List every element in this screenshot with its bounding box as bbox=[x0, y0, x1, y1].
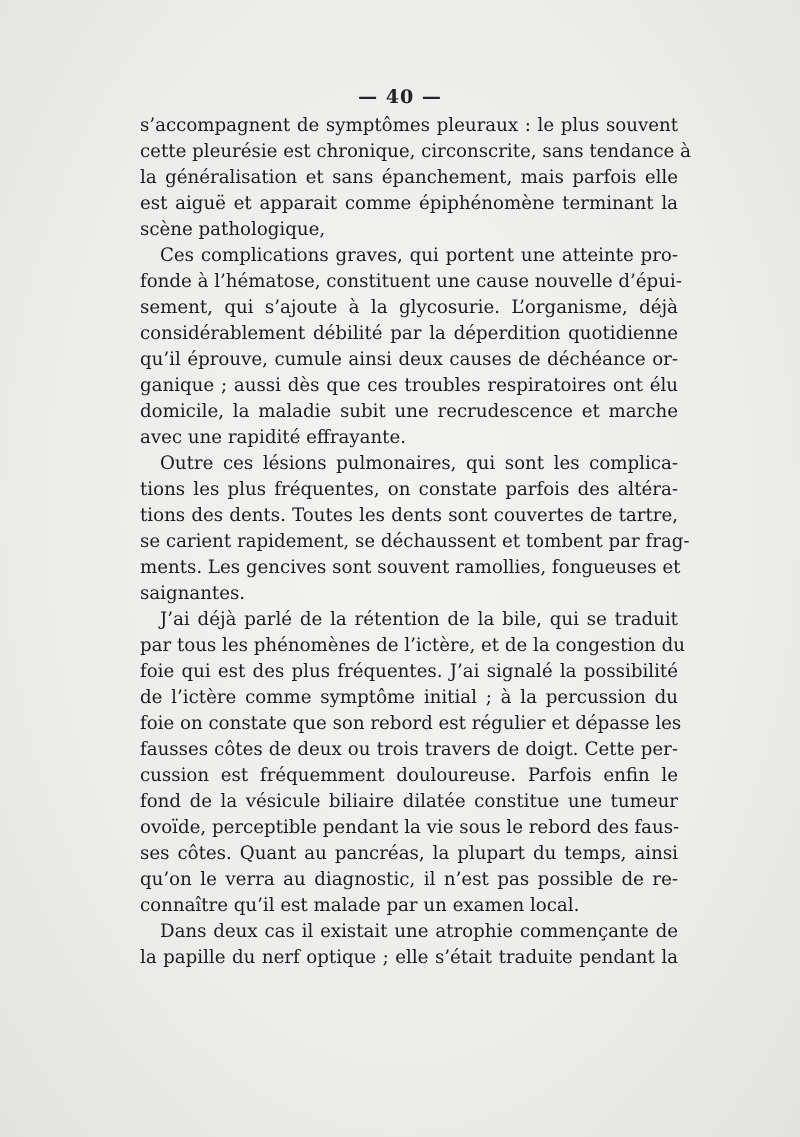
text-line: domicile, la maladie subit une recrudescence et marche bbox=[140, 401, 678, 422]
text-line: sement, qui s’ajoute à la glycosurie. L’organisme, déjà bbox=[140, 297, 678, 318]
text-line: s’accompagnent de symptômes pleuraux : le plus souvent bbox=[140, 115, 678, 136]
text-line: ovoïde, perceptible pendant la vie sous le rebord des faus- bbox=[140, 817, 680, 838]
text-line: tions des dents. Toutes les dents sont couvertes de tartre, bbox=[140, 505, 678, 526]
text-line: ments. Les gencives sont souvent ramollies, fongueuses et bbox=[140, 557, 681, 578]
text-line: la papille du nerf optique ; elle s’était traduite pendant la bbox=[140, 947, 678, 968]
text-line: J’ai déjà parlé de la rétention de la bile, qui se traduit bbox=[160, 609, 678, 630]
text-line: de l’ictère comme symptôme initial ; à la percussion du bbox=[140, 687, 678, 708]
text-line: tions les plus fréquentes, on constate parfois des altéra- bbox=[140, 479, 678, 500]
text-line: Dans deux cas il existait une atrophie commençante de bbox=[160, 921, 678, 942]
text-line: ses côtes. Quant au pancréas, la plupart du temps, ainsi bbox=[140, 843, 678, 864]
text-line: la généralisation et sans épanchement, mais parfois elle bbox=[140, 167, 678, 188]
text-line: par tous les phénomènes de l’ictère, et de la congestion du bbox=[140, 635, 686, 656]
text-line: Ces complications graves, qui portent une atteinte pro- bbox=[160, 245, 678, 266]
text-line: fonde à l’hématose, constituent une cause nouvelle d’épui- bbox=[140, 271, 682, 292]
text-line: se carient rapidement, se déchaussent et tombent par frag- bbox=[140, 531, 690, 552]
text-line: qu’on le verra au diagnostic, il n’est pas possible de re- bbox=[140, 869, 678, 890]
page-number: — 40 — bbox=[358, 86, 442, 108]
text-line: foie qui est des plus fréquentes. J’ai signalé la possibilité bbox=[140, 661, 678, 682]
text-line: Outre ces lésions pulmonaires, qui sont les complica- bbox=[160, 453, 678, 474]
text-line: qu’il éprouve, cumule ainsi deux causes de déchéance or- bbox=[140, 349, 678, 370]
text-line: connaître qu’il est malade par un examen local. bbox=[140, 895, 580, 916]
text-line: fond de la vésicule biliaire dilatée constitue une tumeur bbox=[140, 791, 678, 812]
text-line: cette pleurésie est chronique, circonscrite, sans tendance à bbox=[140, 141, 691, 162]
text-line: foie on constate que son rebord est régulier et dépasse les bbox=[140, 713, 682, 734]
text-line: cussion est fréquemment douloureuse. Parfois enfin le bbox=[140, 765, 678, 786]
text-line: avec une rapidité effrayante. bbox=[140, 427, 407, 448]
text-line: fausses côtes de deux ou trois travers de doigt. Cette per- bbox=[140, 739, 678, 760]
text-line: considérablement débilité par la déperdition quotidienne bbox=[140, 323, 678, 344]
text-line: est aiguë et apparait comme épiphénomène terminant la bbox=[140, 193, 678, 214]
text-line: saignantes. bbox=[140, 583, 246, 604]
text-line: ganique ; aussi dès que ces troubles respiratoires ont élu bbox=[140, 375, 678, 396]
text-line: scène pathologique, bbox=[140, 219, 326, 240]
body-text bbox=[140, 113, 691, 971]
